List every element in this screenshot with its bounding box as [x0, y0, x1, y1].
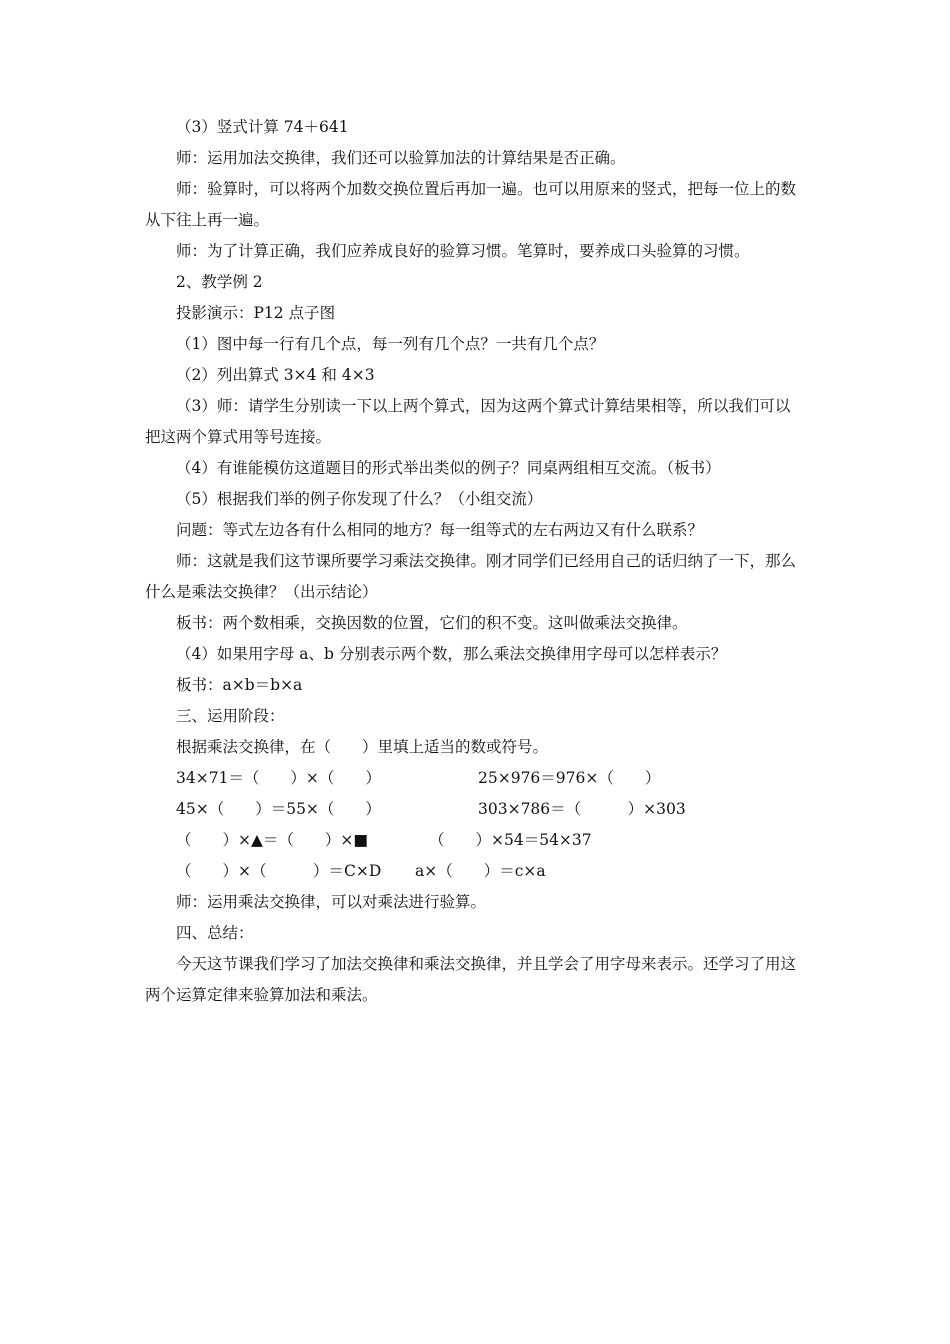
teacher-remark-verify-method: 师：验算时，可以将两个加数交换位置后再加一遍。也可以用原来的竖式，把每一位上的数从下往上再一遍。 [145, 180, 797, 229]
exercise-right: （ ）×54＝54×37 [429, 831, 592, 849]
question-4: （4）有谁能模仿这道题目的形式举出类似的例子？同桌两组相互交流。（板书） [176, 459, 721, 477]
question-3: （3）师：请学生分别读一下以上两个算式，因为这两个算式计算结果相等，所以我们可以把这两个算式用等号连接。 [145, 397, 791, 446]
question-2: （2）列出算式 3×4 和 4×3 [176, 366, 375, 384]
step-3-vertical-calc: （3）竖式计算 74＋641 [176, 118, 349, 136]
exercise-left: （ ）×▲＝（ ）×■ [176, 831, 369, 849]
exercise-row-4 [145, 856, 797, 887]
board-note-definition: 板书：两个数相乘，交换因数的位置，它们的积不变。这叫做乘法交换律。 [176, 614, 688, 632]
exercise-left: 45×（ ）＝55×（ ） [176, 800, 381, 818]
exercise-row-3 [145, 825, 797, 856]
projection-demo: 投影演示：P12 点子图 [176, 304, 336, 322]
section-summary-heading: 四、总结： [176, 924, 254, 942]
question-1: （1）图中每一行有几个点，每一列有几个点？一共有几个点？ [176, 335, 605, 353]
exercise-row-1 [145, 763, 797, 794]
teacher-introduce-law: 师：这就是我们这节课所要学习乘法交换律。刚才同学们已经用自己的话归纳了一下，那么什么是乘法交换律？（出示结论） [145, 552, 797, 601]
exercise-left: （ ）×（ ）＝C×D [176, 862, 382, 880]
question-5: （5）根据我们举的例子你发现了什么？（小组交流） [176, 490, 543, 508]
teacher-remark-verify-addition: 师：运用加法交换律，我们还可以验算加法的计算结果是否正确。 [176, 149, 626, 167]
section-application-heading: 三、运用阶段： [176, 707, 285, 725]
exercise-instruction: 根据乘法交换律，在（ ）里填上适当的数或符号。 [176, 738, 549, 756]
exercise-left: 34×71＝（ ）×（ ） [176, 769, 381, 787]
exercise-row-2 [145, 794, 797, 825]
summary-text: 今天这节课我们学习了加法交换律和乘法交换律，并且学会了用字母来表示。还学习了用这两个运算定律来验算加法和乘法。 [145, 955, 797, 1004]
exercise-right: 303×786＝（ ）×303 [478, 800, 686, 818]
discussion-question: 问题：等式左边各有什么相同的地方？每一组等式的左右两边又有什么联系？ [176, 521, 704, 539]
question-letters: （4）如果用字母 a、b 分别表示两个数，那么乘法交换律用字母可以怎样表示？ [176, 645, 727, 663]
document-page [145, 112, 797, 1011]
section-example-2-heading: 2、教学例 2 [176, 273, 263, 291]
exercise-right: 25×976＝976×（ ） [478, 769, 661, 787]
teacher-remark-verify-multiplication: 师：运用乘法交换律，可以对乘法进行验算。 [176, 893, 487, 911]
board-note-formula: 板书：a×b＝b×a [176, 676, 303, 694]
exercise-right: a×（ ）＝c×a [415, 862, 546, 880]
teacher-remark-habit: 师：为了计算正确，我们应养成良好的验算习惯。笔算时，要养成口头验算的习惯。 [176, 242, 750, 260]
